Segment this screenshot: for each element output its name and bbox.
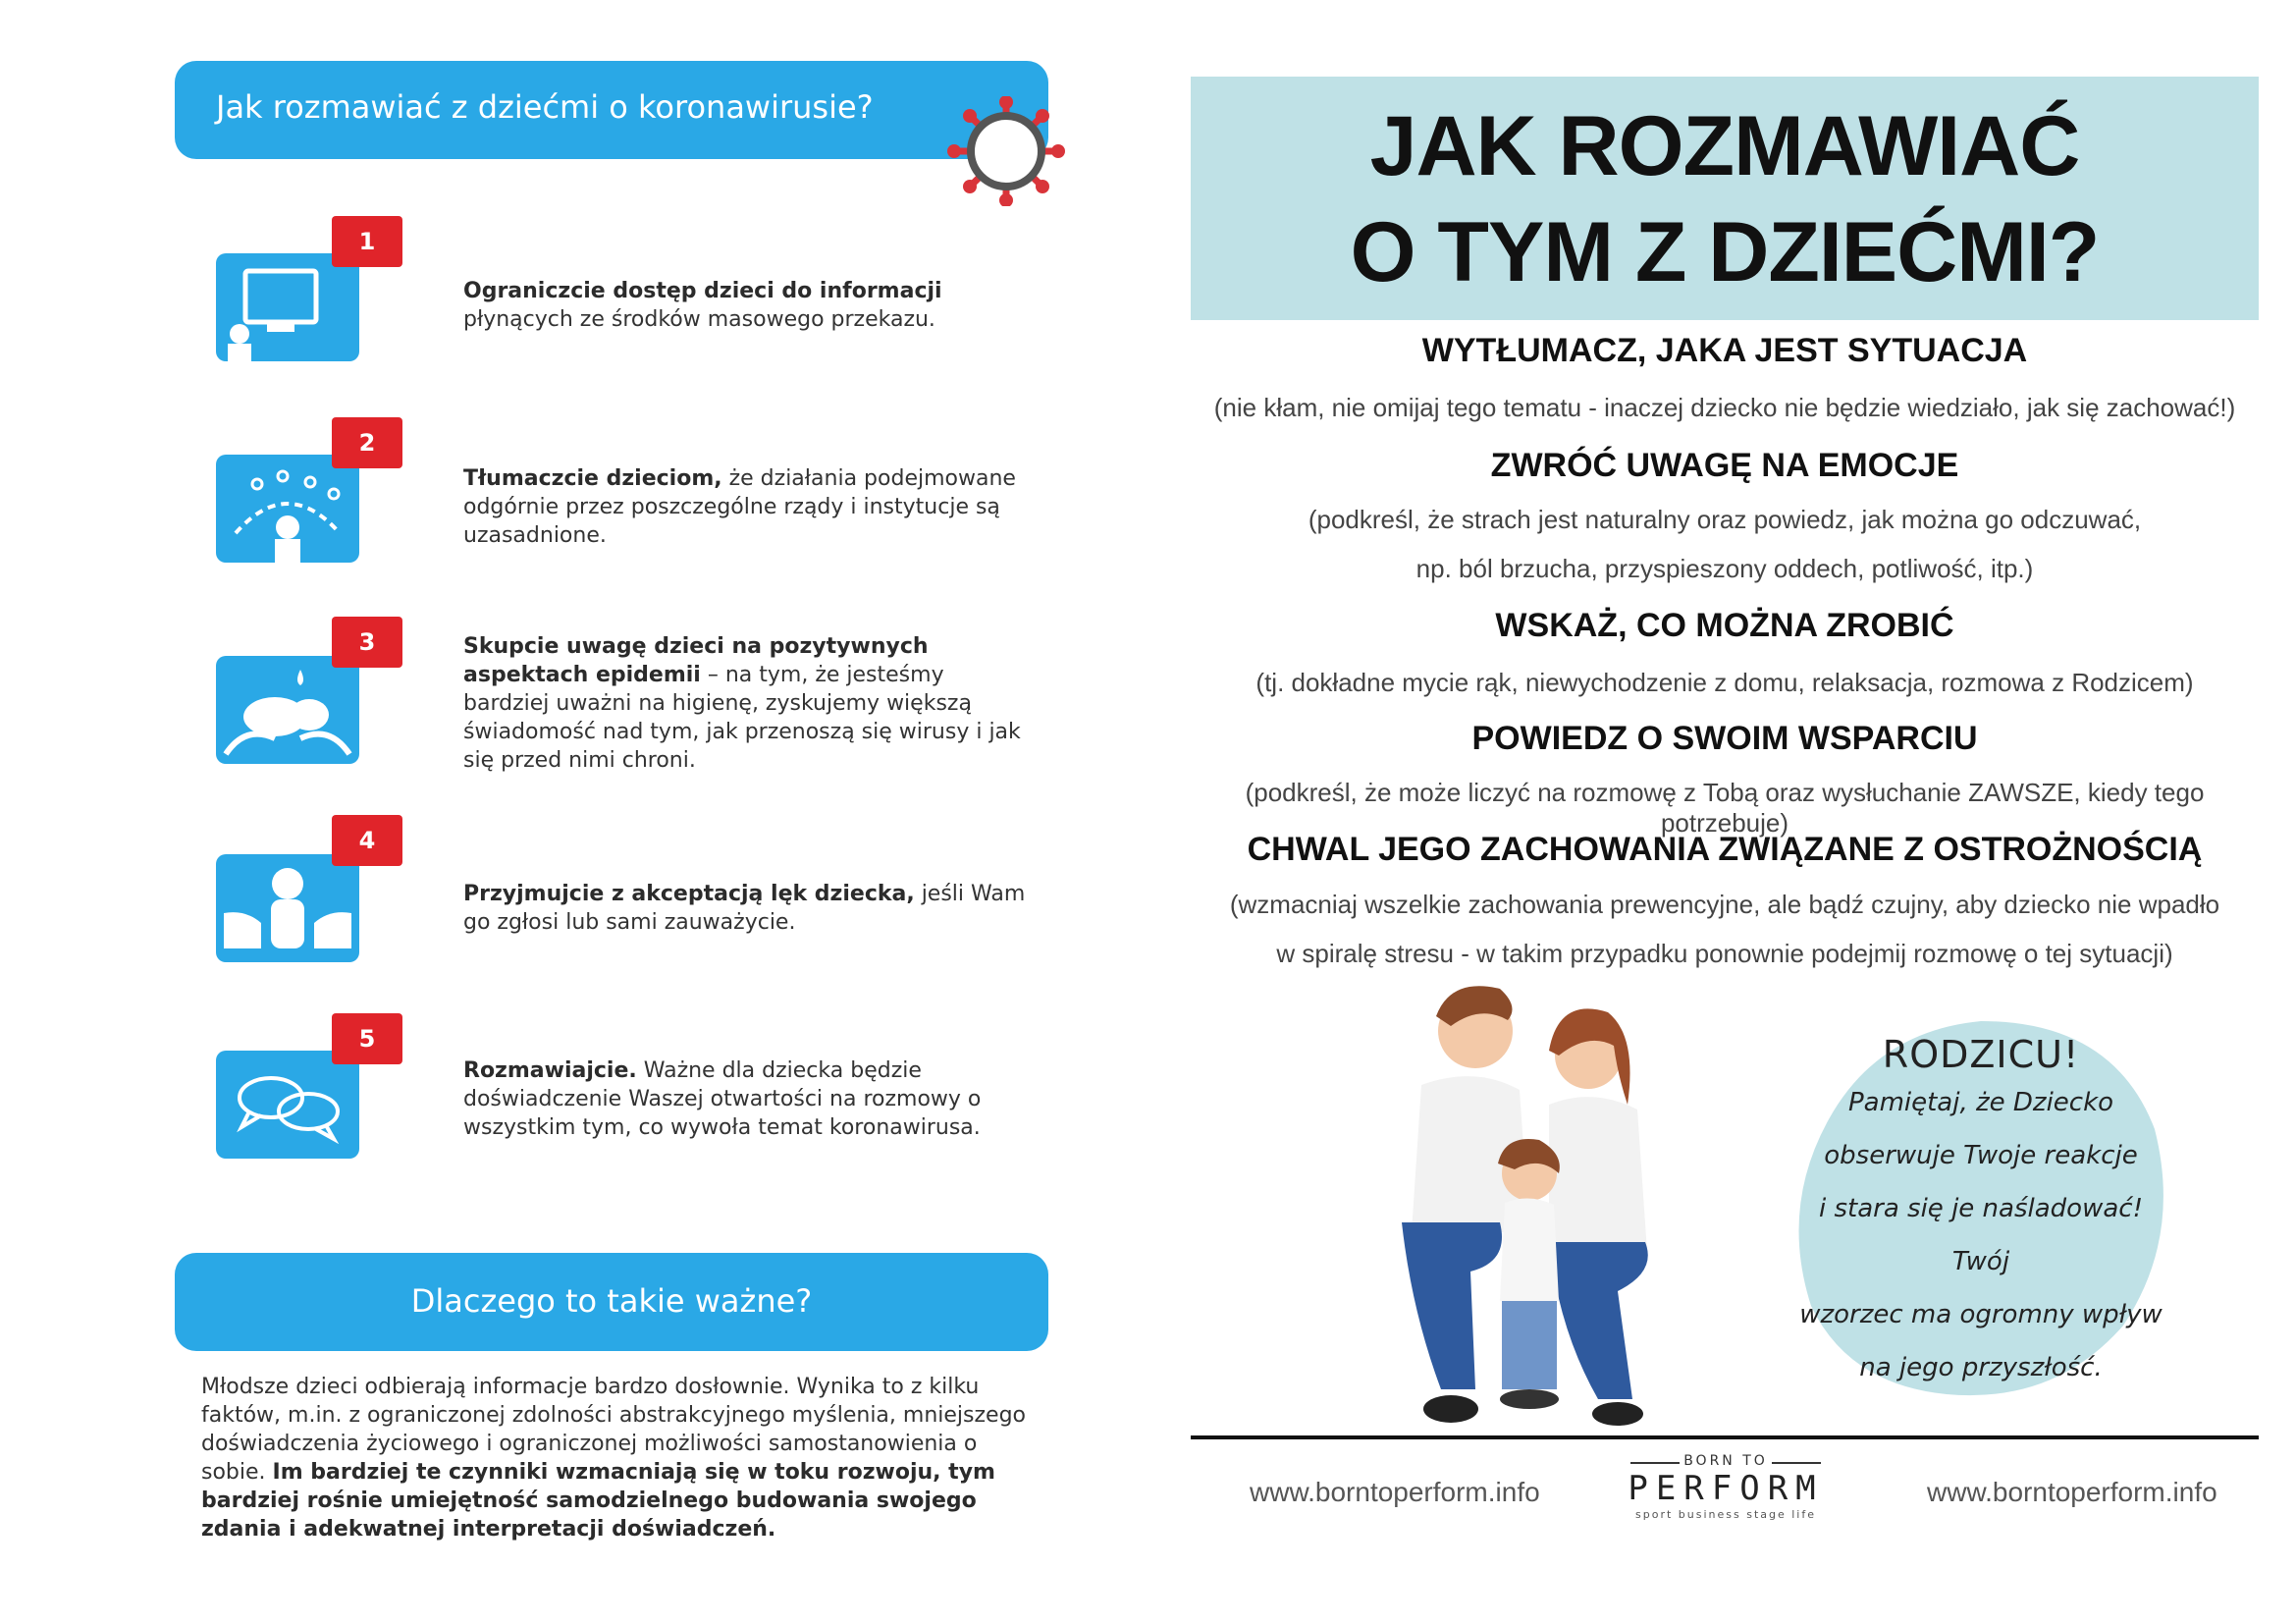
section-text: (tj. dokładne mycie rąk, niewychodzenie z domu, relaksacja, rozmowa z Rodzicem) [1255,668,2194,697]
step-number: 1 [332,216,402,267]
step-number: 3 [332,617,402,668]
title-line-2: O TYM Z DZIEĆMI? [1350,205,2100,299]
section-heading: ZWRÓĆ UWAGĘ NA EMOCJE [1490,447,1959,484]
virus-icon [942,96,1070,206]
footer-url-right[interactable]: www.borntoperform.info [1927,1477,2217,1507]
right-panel [1191,0,2296,1624]
section-text: w spiralę stresu - w takim przypadku ponownie podejmij rozmowę o tej sytuacji) [1276,939,2173,968]
step-4 [0,815,1178,992]
why-title: Dlaczego to takie ważne? [410,1282,813,1320]
section-heading: POWIEDZ O SWOIM WSPARCIU [1471,720,1978,757]
section-heading: WSKAŻ, CO MOŻNA ZROBIĆ [1495,607,1954,644]
step-number: 2 [332,417,402,468]
logo-main-text: PERFORM [1628,1469,1824,1508]
section-text: (podkreśl, że strach jest naturalny oraz powiedz, jak można go odczuwać, [1308,505,2142,534]
hug-hands-icon [216,854,359,962]
footer-divider [1191,1435,2259,1439]
step-3 [0,617,1178,793]
bubble-title: RODZICU! [1882,1033,2080,1076]
born-to-perform-logo [1623,1451,1829,1549]
section-text: (wzmacniaj wszelkie zachowania prewencyjne, ale bądź czujny, aby dziecko nie wpadło [1229,890,2220,919]
step-text: Ograniczcie dostęp dzieci do informacji płynących ze środków masowego przekazu. [463,279,942,332]
step-5 [0,1013,1178,1190]
section-text: np. ból brzucha, przyspieszony oddech, potliwość, itp.) [1415,554,2034,583]
logo-rule-right [1772,1462,1821,1464]
virus-umbrella-icon [216,455,359,563]
step-text: Skupcie uwagę dzieci na pozytywnych aspektach epidemii – na tym, że jesteśmy bardziej uważni na higienę, zyskujemy większą świadomość nad tym, jak przenoszą się wirusy i jak się przed nimi chroni. [463,634,1021,773]
title-line-1: JAK ROZMAWIAĆ [1369,99,2080,193]
left-header-title: Jak rozmawiać z dziećmi o koronawirusie? [216,88,874,126]
step-text: Tłumaczcie dzieciom, że działania podejmowane odgórnie przez poszczególne rządy i instytucje są uzasadnione. [463,466,1016,548]
family-illustration [1382,977,1677,1429]
step-2 [0,417,1178,594]
step-text: Rozmawiajcie. Ważne dla dziecka będzie doświadczenie Waszej otwartości na rozmowy o wszystkim tym, co wywoła temat koronawirusa. [463,1058,982,1140]
why-banner [175,1253,1048,1351]
step-text: Przyjmujcie z akceptacją lęk dziecka, jeśli Wam go zgłosi lub sami zauważycie. [463,882,1026,935]
section-text: (nie kłam, nie omijaj tego tematu - inaczej dziecko nie będzie wiedziało, jak się zachować!) [1213,393,2236,422]
footer-url-left[interactable]: www.borntoperform.info [1250,1477,1540,1507]
bubble-body: Pamiętaj, że Dziecko obserwuje Twoje reakcje i stara się je naśladować! Twój wzorzec ma ogromny wpływ na jego przyszłość. [1799,1088,2163,1382]
logo-rule-left [1630,1462,1680,1464]
title-banner [1191,77,2259,320]
logo-tagline: sport business stage life [1635,1508,1816,1521]
hand-washing-icon [216,656,359,764]
step-number: 5 [332,1013,402,1064]
step-1 [0,216,1178,393]
logo-top-text: BORN TO [1683,1453,1768,1469]
speech-bubbles-icon [216,1051,359,1159]
left-header-banner [175,61,1048,159]
section-heading: WYTŁUMACZ, JAKA JEST SYTUACJA [1421,332,2028,369]
section-heading: CHWAL JEGO ZACHOWANIA ZWIĄZANE Z OSTROŻNOŚCIĄ [1247,831,2203,868]
reminder-bubble [1794,1021,2167,1394]
monitor-icon [216,253,359,361]
step-number: 4 [332,815,402,866]
section-text: (podkreśl, że może liczyć na rozmowę z Tobą oraz wysłuchanie ZAWSZE, kiedy tego potrzebuje) [1245,778,2205,838]
why-paragraph: Młodsze dzieci odbierają informacje bardzo dosłownie. Wynika to z kilku faktów, m.in. z ograniczonej zdolności abstrakcyjnego myślenia, mniejszego doświadczenia życiowego i ograniczonej możliwości samostanowienia o sobie. Im bardziej te czynniki wzmacniają się w toku rozwoju, tym bardziej rośnie umiejętność samodzielnego budowania swojego zdania i adekwatnej interpretacji doświadczeń. [201,1375,1026,1542]
